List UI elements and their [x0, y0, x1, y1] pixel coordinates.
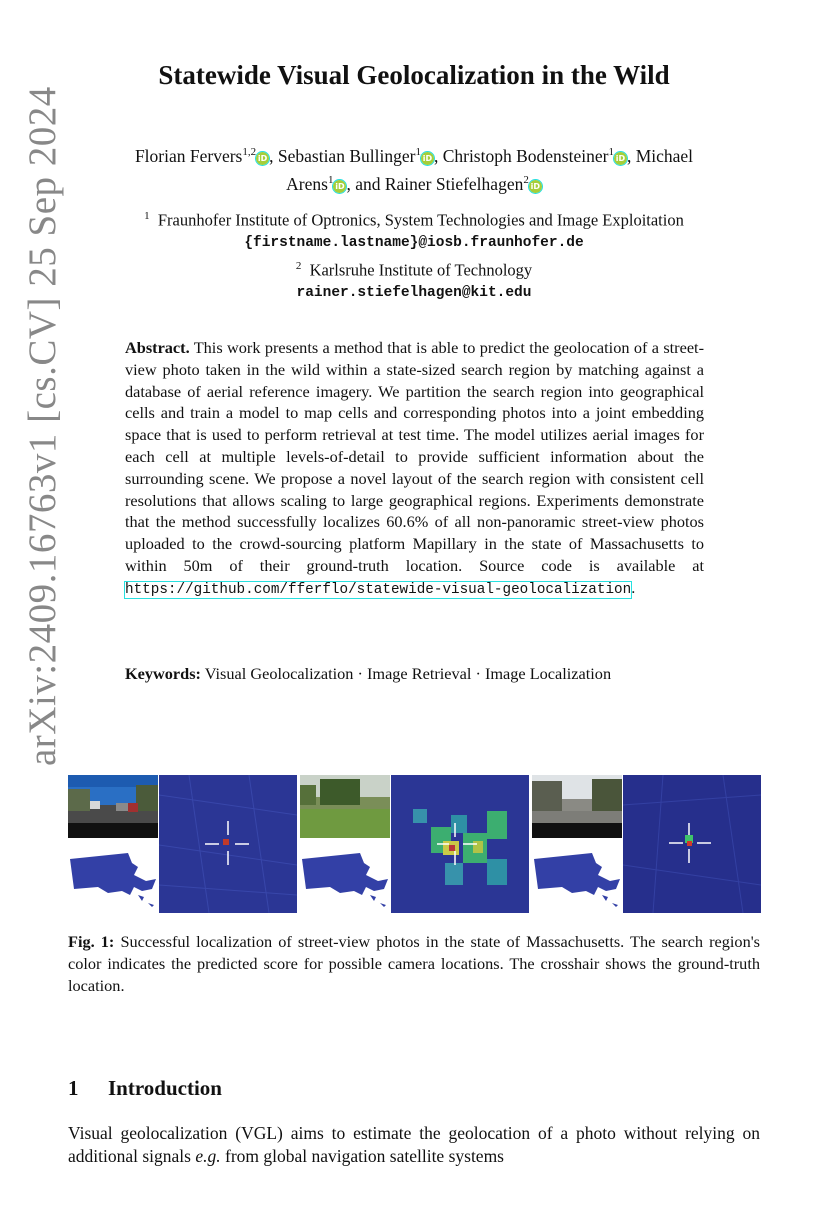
figure-panel-3: [532, 775, 761, 913]
heatmap-2: [391, 775, 529, 913]
abstract-end: .: [631, 577, 636, 597]
figure-1: [68, 775, 760, 913]
author-affiliation-mark: 1: [415, 146, 421, 158]
section-heading: [68, 1076, 222, 1101]
section-title: Introduction: [108, 1076, 222, 1100]
massachusetts-map-3: [532, 845, 622, 913]
affiliation-name: Karlsruhe Institute of Technology: [309, 260, 533, 279]
affiliation-name: Fraunhofer Institute of Optronics, System Technologies and Image Exploitation: [157, 210, 684, 230]
orcid-icon[interactable]: iD: [422, 153, 433, 163]
keywords-label: Keywords:: [125, 664, 201, 683]
heatmap-3: [623, 775, 761, 913]
figure-panel-1: [68, 775, 297, 913]
author-affiliation-mark: 1,2: [242, 146, 257, 158]
author-name: Christoph Bodensteiner: [442, 145, 609, 166]
affiliations: [68, 205, 760, 304]
author-affiliation-mark: 2: [523, 173, 529, 186]
abstract-text: This work presents a method that is able to predict the geolocation of a street-view photo taken in the wild within a state-sized search region by matching against a database of aerial reference imagery. We partition the search region into geographical cells and train a model to map cells and corresponding photos into a joint embedding space that is used to perform retrieval at test time. The model utilizes aerial images for each cell at multiple levels-of-detail to provide sufficient information about the surrounding scene. We propose a novel layout of the search region with consistent cell resolutions that allows scaling to large geographical regions. Experiments demonstrate that the method successfully localizes 60.6% of all non-panoramic street-view photos uploaded to the crowd-sourcing platform Mapillary in the state of Massachusetts to within 50m of their ground-truth location. Source code is available at: [125, 338, 704, 575]
keywords: [125, 663, 704, 685]
arxiv-identifier: arXiv:2409.16763v1 [cs.CV] 25 Sep 2024: [21, 86, 64, 766]
author-affiliation-mark: 1: [608, 146, 614, 158]
orcid-icon[interactable]: iD: [615, 153, 626, 163]
author-separator: , Michael: [626, 145, 694, 166]
figure-caption: [68, 931, 760, 996]
orcid-icon[interactable]: iD: [530, 181, 541, 191]
heatmap-1: [159, 775, 297, 913]
affiliation-mark: 2: [295, 259, 302, 272]
affiliation-1: [68, 205, 760, 232]
affiliation-2: [68, 255, 760, 282]
paper-title: Statewide Visual Geolocalization in the Wild: [158, 60, 670, 90]
author-name: Florian Fervers: [134, 145, 243, 166]
author-list: [68, 140, 760, 196]
affiliation-email[interactable]: rainer.stiefelhagen@kit.edu: [296, 284, 532, 301]
intro-emphasis: e.g.: [195, 1146, 221, 1166]
street-photo-2: [300, 775, 390, 838]
figure-panel-2: [300, 775, 529, 913]
affiliation-mark: 1: [144, 210, 150, 222]
orcid-icon[interactable]: iD: [335, 181, 345, 191]
street-photo-3: [532, 775, 622, 838]
massachusetts-map-1: [68, 845, 158, 913]
author-affiliation-mark: 1: [327, 173, 334, 186]
figure-label: Fig. 1:: [68, 932, 115, 951]
orcid-icon[interactable]: iD: [257, 153, 268, 163]
figure-caption-text: Successful localization of street-view photos in the state of Massachusetts. The search region's color indicates the predicted score for possible camera locations. The crosshair shows the ground-truth location.: [68, 932, 760, 995]
street-photo-1: [68, 775, 158, 838]
section-body: [68, 1122, 760, 1168]
author-name: Arens: [286, 173, 328, 194]
section-number: 1: [68, 1076, 79, 1100]
affiliation-email[interactable]: {firstname.lastname}@iosb.fraunhofer.de: [244, 235, 584, 251]
author-separator: , and: [346, 173, 385, 194]
keywords-text: Visual Geolocalization · Image Retrieval · Image Localization: [204, 664, 612, 683]
author-separator: ,: [269, 145, 278, 166]
intro-text-continued: from global navigation satellite systems: [225, 1146, 504, 1166]
intro-text: Visual geolocalization (VGL) aims to estimate the geolocation of a photo without relying on additional signals: [68, 1123, 760, 1166]
massachusetts-map-2: [300, 845, 390, 913]
source-code-link[interactable]: https://github.com/fferflo/statewide-visual-geolocalization: [125, 581, 632, 598]
abstract: [125, 337, 704, 602]
author-name: Sebastian Bullinger: [277, 145, 416, 166]
author-separator: ,: [433, 145, 443, 166]
author-name: Rainer Stiefelhagen: [384, 173, 524, 194]
abstract-label: Abstract.: [125, 338, 190, 357]
